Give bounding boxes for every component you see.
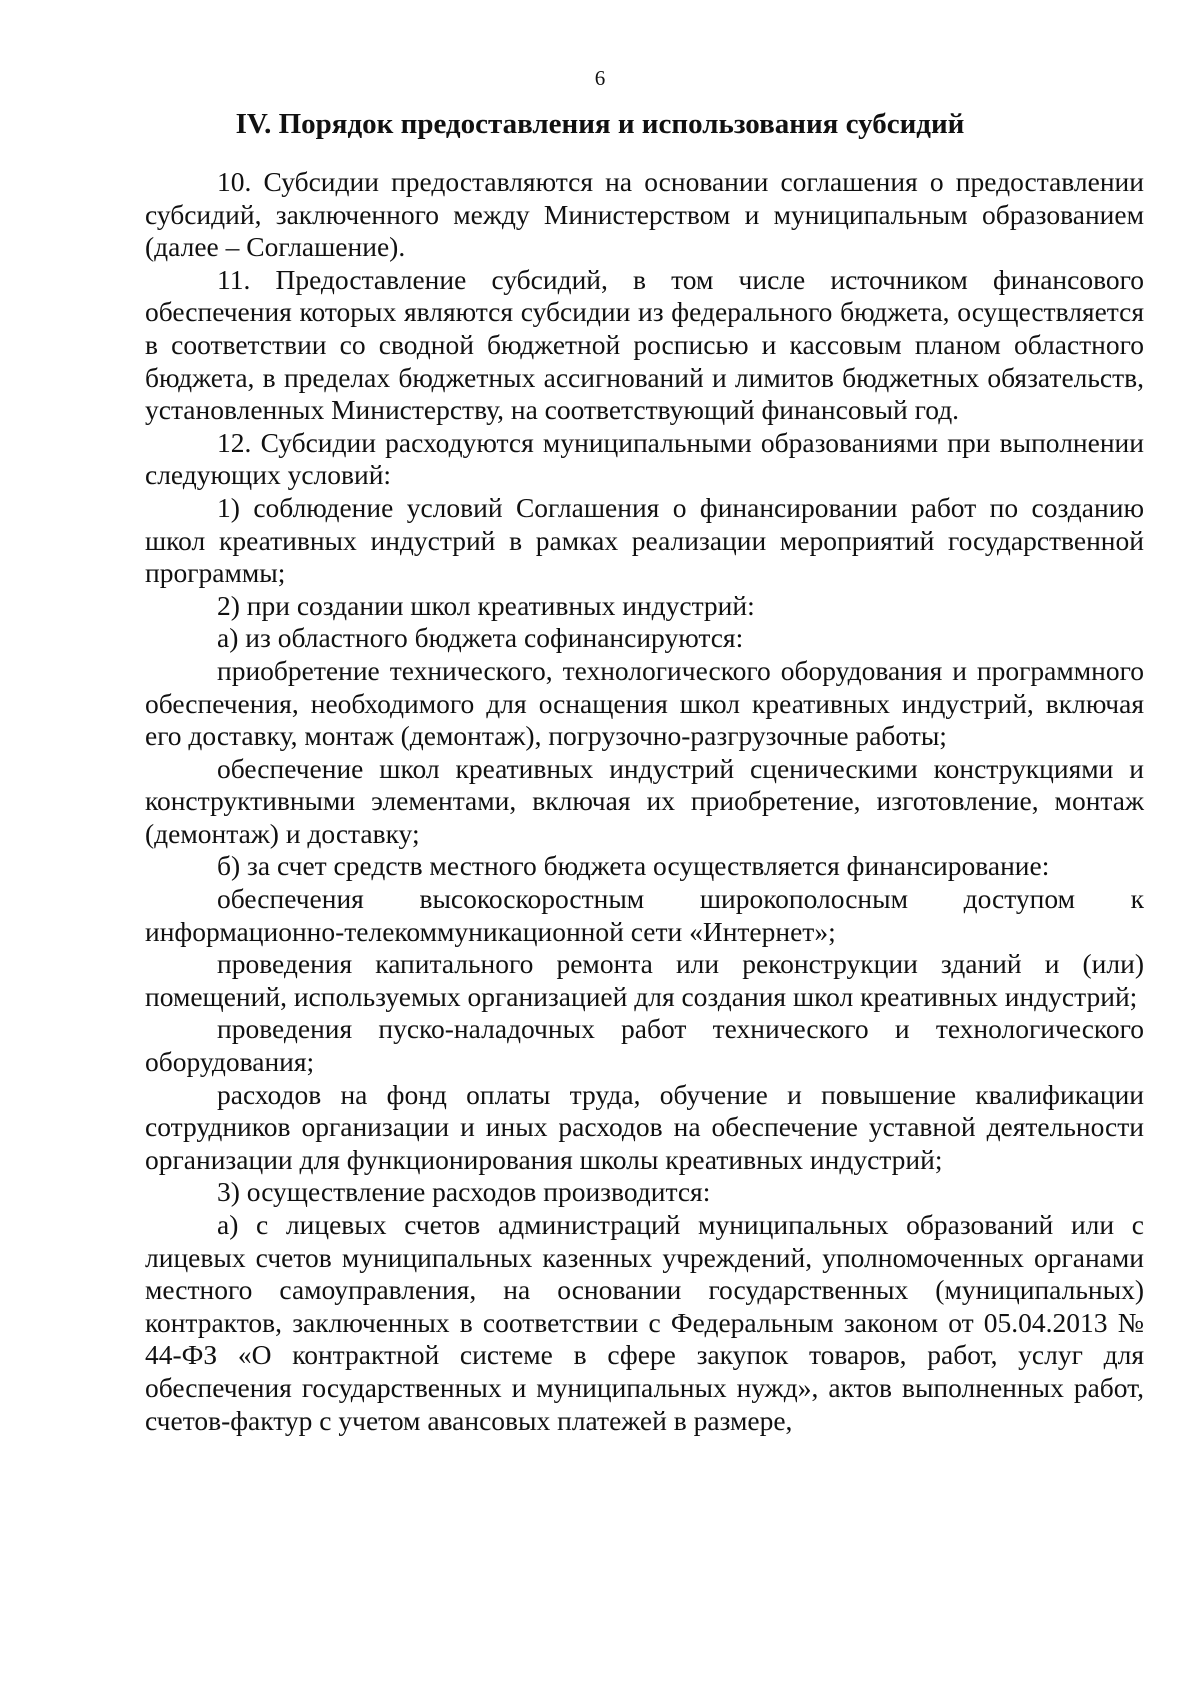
page-number: 6 <box>594 66 606 90</box>
condition-2b: б) за счет средств местного бюджета осуществляется финансирование: <box>217 850 1050 882</box>
paragraph-11: 11. Предоставление субсидий, в том числе источником финансового обеспечения которых являются субсидии из федерального бюджета, осуществляется в соответствии со сводной бюджетной росписью и кассовым планом областного бюджета, в пределах бюджетных ассигнований и лимитов бюджетных обязательств, установленных Министерству, на соответствующий финансовый год. <box>145 263 1144 426</box>
condition-3: 3) осуществление расходов производится: <box>217 1176 711 1208</box>
document-body <box>145 166 1144 1437</box>
condition-2a-item-2: обеспечение школ креативных индустрий сценическими конструкциями и конструктивными элементами, включая их приобретение, изготовление, монтаж (демонтаж) и доставку; <box>145 752 1144 849</box>
condition-2a: а) из областного бюджета софинансируются: <box>217 622 744 654</box>
condition-2b-item-4: расходов на фонд оплаты труда, обучение и повышение квалификации сотрудников организации и иных расходов на обеспечение уставной деятельности организации для функционирования школы креативных индустрий; <box>145 1078 1144 1175</box>
condition-2: 2) при создании школ креативных индустрий: <box>217 589 755 621</box>
condition-2b-item-3: проведения пуско-наладочных работ технического и технологического оборудования; <box>145 1013 1144 1078</box>
section-title: IV. Порядок предоставления и использования субсидий <box>235 108 965 140</box>
condition-2b-item-1: обеспечения высокоскоростным широкополосным доступом к информационно-телекоммуникационной сети «Интернет»; <box>145 883 1144 947</box>
condition-3a: а) с лицевых счетов администраций муниципальных образований или с лицевых счетов муниципальных казенных учреждений, уполномоченных органами местного самоуправления, на основании государственных (муниципальных) контрактов, заключенных в соответствии с Федеральным законом от 05.04.2013 № 44-ФЗ «О контрактной системе в сфере закупок товаров, работ, услуг для обеспечения государственных и муниципальных нужд», актов выполненных работ, счетов-фактур с учетом авансовых платежей в размере, <box>145 1209 1144 1436</box>
condition-2b-item-2: проведения капитального ремонта или реконструкции зданий и (или) помещений, используемых организацией для создания школ креативных индустрий; <box>145 948 1144 1012</box>
paragraph-10: 10. Субсидии предоставляются на основании соглашения о предоставлении субсидий, заключенного между Министерством и муниципальным образованием (далее – Соглашение). <box>145 166 1144 263</box>
condition-1: 1) соблюдение условий Соглашения о финансировании работ по созданию школ креативных индустрий в рамках реализации мероприятий государственной программы; <box>145 491 1144 589</box>
paragraph-12: 12. Субсидии расходуются муниципальными образованиями при выполнении следующих условий: <box>145 426 1144 491</box>
condition-2a-item-1: приобретение технического, технологического оборудования и программного обеспечения, необходимого для оснащения школ креативных индустрий, включая его доставку, монтаж (демонтаж), погрузочно-разгрузочные работы; <box>145 654 1144 752</box>
